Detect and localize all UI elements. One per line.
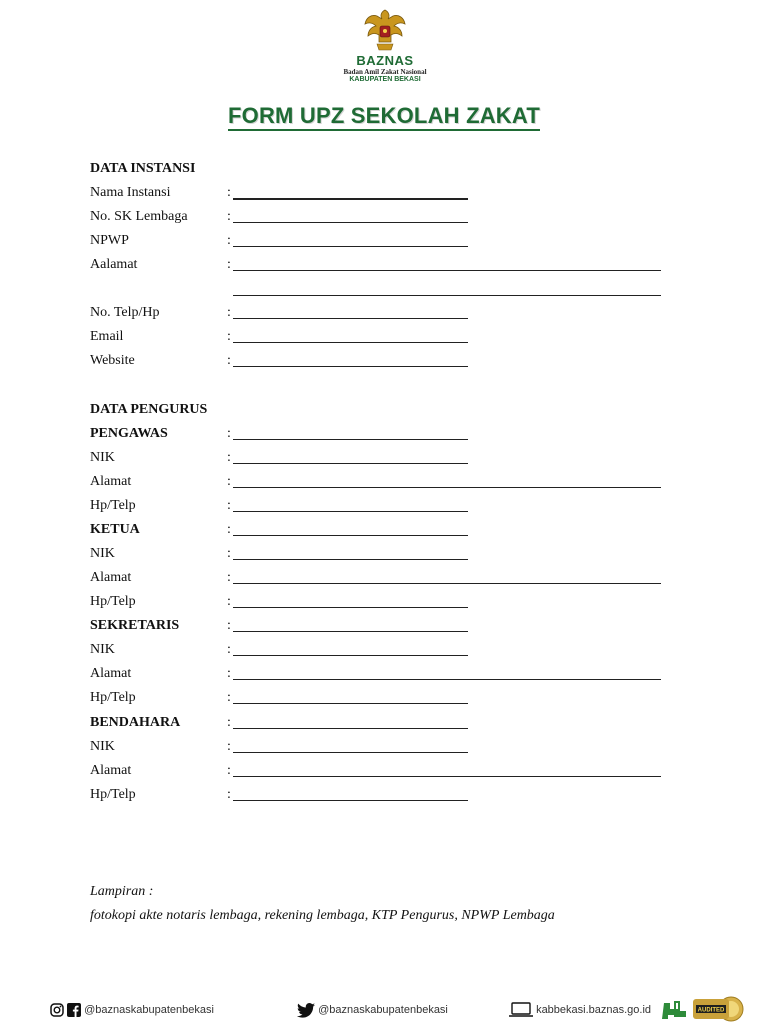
colon: : — [227, 666, 231, 681]
facebook-icon — [67, 1003, 81, 1017]
input-line[interactable] — [233, 535, 468, 536]
input-line[interactable] — [233, 222, 468, 223]
colon: : — [227, 715, 231, 730]
input-line[interactable] — [233, 583, 661, 584]
input-line[interactable] — [233, 439, 468, 440]
colon: : — [227, 209, 231, 224]
input-line[interactable] — [233, 246, 468, 247]
colon: : — [227, 546, 231, 561]
role-label: SEKRETARIS — [90, 618, 180, 633]
colon: : — [227, 522, 231, 537]
audited-badge-text: AUDITED — [697, 1007, 725, 1014]
org-name: BAZNAS — [356, 53, 414, 68]
field-label: Alamat — [90, 474, 132, 489]
input-line[interactable] — [233, 487, 661, 488]
garuda-emblem-icon — [361, 6, 409, 54]
section-heading-pengurus: DATA PENGURUS — [90, 402, 208, 417]
input-line[interactable] — [233, 559, 468, 560]
colon: : — [227, 450, 231, 465]
input-line[interactable] — [233, 318, 468, 319]
field-label: No. SK Lembaga — [90, 209, 188, 224]
field-label: Website — [90, 353, 135, 368]
field-label: NIK — [90, 739, 115, 754]
colon: : — [227, 426, 231, 441]
colon: : — [227, 257, 231, 272]
field-label: NIK — [90, 450, 115, 465]
input-line[interactable] — [233, 511, 468, 512]
colon: : — [227, 570, 231, 585]
org-region: KABUPATEN BEKASI — [349, 76, 421, 83]
input-line[interactable] — [233, 703, 468, 704]
audited-badge-icon — [691, 996, 745, 1022]
input-line[interactable] — [233, 463, 468, 464]
form-title: FORM UPZ SEKOLAH ZAKAT — [0, 103, 768, 129]
field-label: Alamat — [90, 666, 132, 681]
input-line[interactable] — [233, 679, 661, 680]
colon: : — [227, 739, 231, 754]
field-label: Alamat — [90, 763, 132, 778]
attachments-text: fotokopi akte notaris lembaga, rekening lembaga, KTP Pengurus, NPWP Lembaga — [90, 908, 555, 923]
colon: : — [227, 474, 231, 489]
footer-badges — [660, 996, 745, 1022]
colon: : — [227, 498, 231, 513]
org-subtitle: Badan Amil Zakat Nasional — [343, 68, 427, 76]
colon: : — [227, 233, 231, 248]
colon: : — [227, 353, 231, 368]
field-label: Hp/Telp — [90, 594, 136, 609]
footer-website-link[interactable] — [509, 1000, 651, 1020]
colon: : — [227, 329, 231, 344]
footer-social-handle: @baznaskabupatenbekasi — [84, 1004, 214, 1017]
input-line[interactable] — [233, 342, 468, 343]
input-line[interactable] — [233, 295, 661, 296]
field-label: Hp/Telp — [90, 787, 136, 802]
field-label: Nama Instansi — [90, 185, 171, 200]
field-label: NIK — [90, 642, 115, 657]
baznas-logo — [320, 6, 450, 92]
input-line[interactable] — [233, 728, 468, 729]
field-label: Alamat — [90, 570, 132, 585]
input-line[interactable] — [233, 270, 661, 271]
colon: : — [227, 787, 231, 802]
field-label: Email — [90, 329, 124, 344]
role-label: KETUA — [90, 522, 140, 537]
colon: : — [227, 763, 231, 778]
input-line[interactable] — [233, 631, 468, 632]
input-line[interactable] — [233, 655, 468, 656]
role-label: PENGAWAS — [90, 426, 168, 441]
input-line[interactable] — [233, 752, 468, 753]
footer-social-instagram-facebook[interactable] — [50, 1000, 214, 1020]
field-label: Aalamat — [90, 257, 138, 272]
input-line[interactable] — [233, 776, 661, 777]
section-heading-instansi: DATA INSTANSI — [90, 161, 196, 176]
field-label: NIK — [90, 546, 115, 561]
input-line[interactable] — [233, 607, 468, 608]
colon: : — [227, 690, 231, 705]
footer-social-twitter[interactable] — [297, 1000, 448, 1020]
colon: : — [227, 642, 231, 657]
twitter-icon — [297, 1003, 315, 1018]
attachments-label: Lampiran : — [90, 884, 154, 899]
field-label: Hp/Telp — [90, 690, 136, 705]
green-logo-icon — [660, 997, 688, 1021]
colon: : — [227, 185, 231, 200]
colon: : — [227, 594, 231, 609]
input-line[interactable] — [233, 198, 468, 200]
footer-twitter-handle: @baznaskabupatenbekasi — [318, 1004, 448, 1017]
role-label: BENDAHARA — [90, 715, 181, 730]
input-line[interactable] — [233, 366, 468, 367]
laptop-icon — [509, 1002, 533, 1018]
field-label: No. Telp/Hp — [90, 305, 160, 320]
field-label: Hp/Telp — [90, 498, 136, 513]
instagram-icon — [50, 1003, 64, 1017]
field-label: NPWP — [90, 233, 129, 248]
colon: : — [227, 618, 231, 633]
colon: : — [227, 305, 231, 320]
footer-website-url: kabbekasi.baznas.go.id — [536, 1004, 652, 1017]
input-line[interactable] — [233, 800, 468, 801]
